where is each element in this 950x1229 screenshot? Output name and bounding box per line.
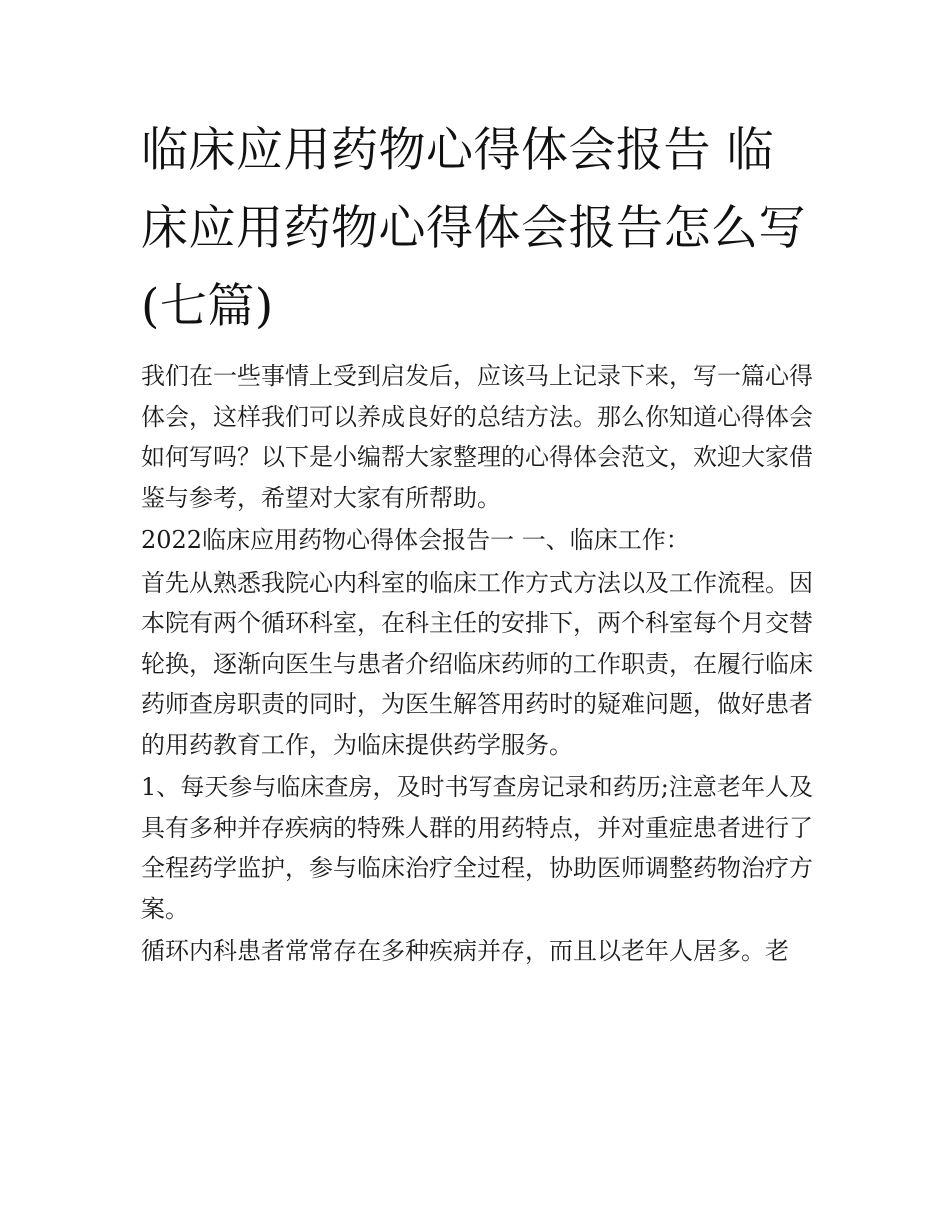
section-heading: 2022临床应用药物心得体会报告一 一、临床工作： — [141, 526, 690, 554]
document-page — [141, 112, 813, 974]
document-title: 临床应用药物心得体会报告 临床应用药物心得体会报告怎么写(七篇) — [141, 123, 806, 334]
body-paragraph: 循环内科患者常常存在多种疾病并存，而且以老年人居多。老 — [141, 937, 789, 965]
list-item-paragraph: 1、每天参与临床查房，及时书写查房记录和药历;注意老年人及具有多种并存疾病的特殊人群的用药特点，并对重症患者进行了全程药学监护，参与临床治疗全过程，协助医师调整药物治疗方案。 — [141, 773, 813, 923]
body-paragraph: 首先从熟悉我院心内科室的临床工作方式方法以及工作流程。因本院有两个循环科室，在科主任的安排下，两个科室每个月交替轮换，逐渐向医生与患者介绍临床药师的工作职责，在履行临床药师查房职责的同时，为医生解答用药时的疑难问题，做好患者的用药教育工作，为临床提供药学服务。 — [141, 568, 813, 759]
intro-paragraph: 我们在一些事情上受到启发后，应该马上记录下来，写一篇心得体会，这样我们可以养成良好的总结方法。那么你知道心得体会如何写吗？以下是小编帮大家整理的心得体会范文，欢迎大家借鉴与参考，希望对大家有所帮助。 — [141, 362, 813, 512]
document-body — [141, 356, 813, 972]
